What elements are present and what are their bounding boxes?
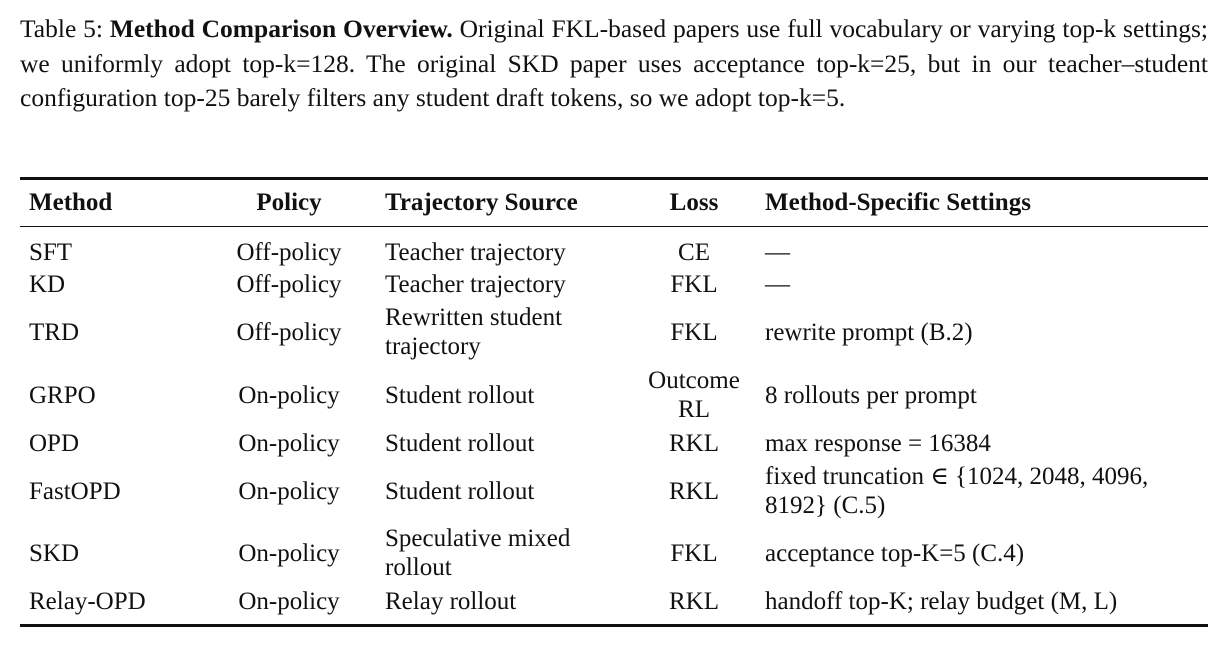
row-kd-trajectory: Teacher trajectory xyxy=(385,271,566,298)
row-relay-opd-method: Relay-OPD xyxy=(29,588,146,615)
row-relay-opd-loss: RKL xyxy=(669,588,719,615)
row-opd-trajectory: Student rollout xyxy=(385,430,535,457)
row-trd-policy: Off-policy xyxy=(236,319,342,346)
row-relay-opd-settings: handoff top-K; relay budget (M, L) xyxy=(765,588,1118,615)
row-sft-policy: Off-policy xyxy=(236,239,342,266)
row-kd-method: KD xyxy=(29,271,66,298)
row-fastopd-method: FastOPD xyxy=(29,478,121,505)
row-trd-trajectory: Rewritten student trajectory xyxy=(385,304,563,360)
row-fastopd-policy: On-policy xyxy=(238,478,340,505)
row-fastopd-trajectory: Student rollout xyxy=(385,478,535,505)
row-relay-opd-policy: On-policy xyxy=(238,588,340,615)
row-skd-loss: FKL xyxy=(670,540,718,567)
row-opd-settings: max response = 16384 xyxy=(765,430,991,457)
row-kd-settings: — xyxy=(765,271,790,298)
row-skd-policy: On-policy xyxy=(238,540,340,567)
row-trd-method: TRD xyxy=(29,319,79,346)
row-grpo-method: GRPO xyxy=(29,382,96,409)
header-settings: Method-Specific Settings xyxy=(765,189,1031,216)
row-opd-method: OPD xyxy=(29,430,80,457)
header-loss: Loss xyxy=(669,189,719,216)
row-opd-policy: On-policy xyxy=(238,430,340,457)
row-skd-settings: acceptance top-K=5 (C.4) xyxy=(765,540,1025,567)
row-relay-opd-trajectory: Relay rollout xyxy=(385,588,517,615)
row-grpo-policy: On-policy xyxy=(238,382,340,409)
row-sft-trajectory: Teacher trajectory xyxy=(385,239,566,266)
header-trajectory-source: Trajectory Source xyxy=(385,189,578,216)
row-sft-settings: — xyxy=(765,239,790,266)
caption-label: Table 5: xyxy=(20,14,103,43)
row-grpo-loss: Outcome RL xyxy=(648,367,740,423)
row-grpo-trajectory: Student rollout xyxy=(385,382,535,409)
row-sft-method: SFT xyxy=(29,239,73,266)
row-skd-method: SKD xyxy=(29,540,80,567)
row-skd-trajectory: Speculative mixed rollout xyxy=(385,525,571,581)
row-fastopd-loss: RKL xyxy=(669,478,719,505)
caption-title: Method Comparison Overview. xyxy=(109,14,453,43)
table-top-rule xyxy=(20,177,1208,180)
header-method: Method xyxy=(29,189,113,216)
table-header-rule xyxy=(20,226,1208,227)
table-bottom-rule xyxy=(20,624,1208,627)
row-opd-loss: RKL xyxy=(669,430,719,457)
row-sft-loss: CE xyxy=(678,239,710,266)
row-kd-policy: Off-policy xyxy=(236,271,342,298)
row-kd-loss: FKL xyxy=(670,271,718,298)
caption-text: Original FKL-based papers use full vocabulary or varying top-k settings; we uniformly adopt top-k=128. The original SKD paper uses acceptance top-k=25, but in our teacher–student configuration top-25 barely filters any student draft tokens, so we adopt top-k=5. xyxy=(20,14,1209,112)
header-policy: Policy xyxy=(256,189,322,216)
row-fastopd-settings: fixed truncation ∈ {1024, 2048, 4096, 8192} (C.5) xyxy=(765,463,1149,519)
row-trd-loss: FKL xyxy=(670,319,718,346)
row-grpo-settings: 8 rollouts per prompt xyxy=(765,382,977,409)
table-caption xyxy=(20,12,1208,116)
row-trd-settings: rewrite prompt (B.2) xyxy=(765,319,973,346)
